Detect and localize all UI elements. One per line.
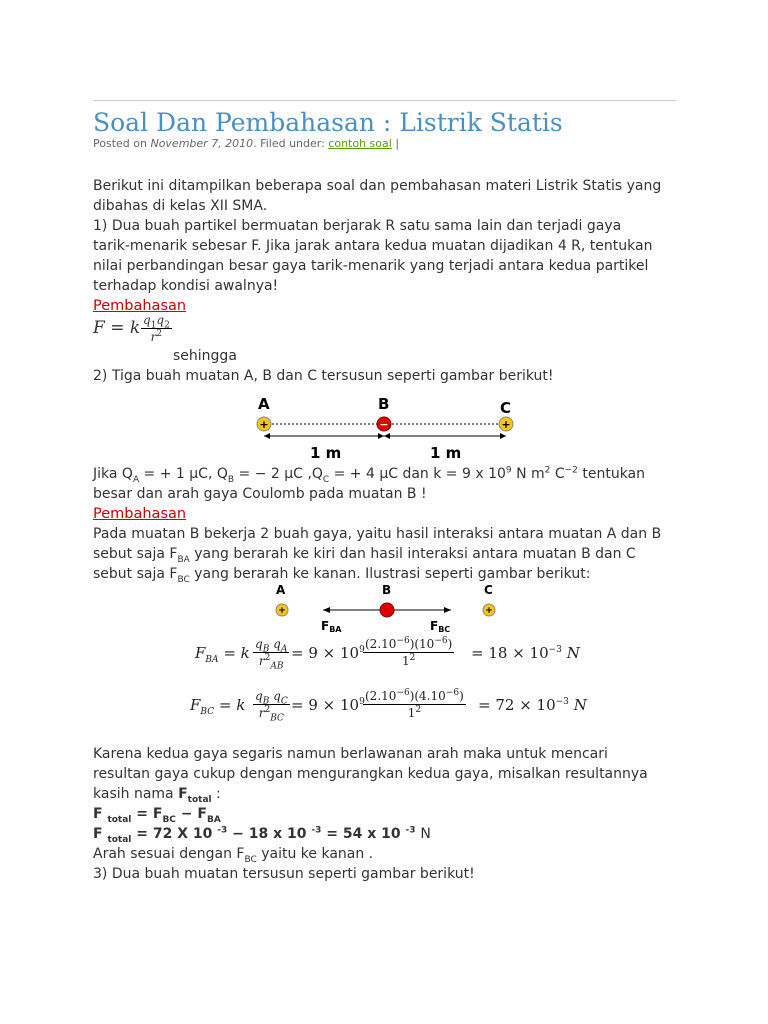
question-1-line-1: 1) Dua buah partikel bermuatan berjarak R satu sama lain dan terjadi gaya: [93, 218, 622, 234]
coulomb-formula: F = k $\frac{q_1q_2}{r^2}$: [93, 313, 170, 344]
label-B: B: [378, 395, 390, 413]
top-divider: [93, 100, 676, 101]
label2-C: C: [484, 583, 493, 597]
charges-figure-2: [265, 582, 505, 634]
meta-separator: |: [395, 137, 400, 150]
pembahasan-heading-2: Pembahasan: [93, 506, 187, 522]
svg-text:−: −: [379, 418, 389, 431]
question-3: 3) Dua buah muatan tersusun seperti gambar berikut!: [93, 866, 475, 882]
conclusion-line-2: resultan gaya cukup dengan mengurangkan kedua gaya, misalkan resultannya: [93, 766, 648, 782]
charge2-B: [380, 603, 394, 617]
label2-B: B: [382, 583, 392, 597]
solution-line-2: sebut saja $F_{BA}$ yang berarah ke kiri dan hasil interaksi antara muatan B dan C: [93, 546, 636, 565]
post-body-3: [93, 744, 693, 884]
intro-line-1: Berikut ini ditampilkan beberapa soal dan pembahasan materi Listrik Statis yang: [93, 178, 662, 194]
post-meta: [93, 137, 399, 150]
given-line-2: besar dan arah gaya Coulomb pada muatan B !: [93, 486, 427, 502]
charges-figure-1: [250, 392, 530, 464]
solution-line-1: Pada muatan B bekerja 2 buah gaya, yaitu hasil interaksi antara muatan A dan B: [93, 526, 662, 542]
question-1-line-3: nilai perbandingan besar gaya tarik-menarik yang terjadi antara kedua partikel: [93, 258, 649, 274]
pembahasan-heading-1: Pembahasan: [93, 298, 187, 314]
svg-text:+: +: [259, 418, 269, 431]
posted-on-label: Posted on: [93, 137, 147, 150]
conclusion-line-3: kasih nama $F_{total}$ :: [93, 786, 221, 805]
question-1-line-2: tarik-menarik sebesar F. Jika jarak antara kedua muatan dijadikan 4 R, tentukan: [93, 238, 653, 254]
direction-line: Arah sesuai dengan $F_{BC}$ yaitu ke kanan .: [93, 846, 374, 865]
category-link[interactable]: contoh soal: [328, 137, 392, 150]
question-1-line-4: terhadap kondisi awalnya!: [93, 278, 279, 294]
post-date: November 7, 2010: [150, 137, 254, 150]
post-body-2: [93, 464, 693, 584]
ftotal-equation: F $_{total} = F_{BC} - F_{BA}$: [93, 806, 221, 825]
intro-line-2: dibahas di kelas XII SMA.: [93, 198, 268, 214]
conclusion-line-1: Karena kedua gaya segaris namun berlawanan arah maka untuk mencari: [93, 746, 608, 762]
solution-line-3: sebut saja $F_{BC}$ yang berarah ke kanan. Ilustrasi seperti gambar berikut:: [93, 566, 591, 585]
force-label-BA: FBA: [321, 619, 342, 634]
force-label-BC: FBC: [430, 619, 451, 634]
distance-BC: 1 m: [430, 444, 462, 462]
svg-text:+: +: [485, 606, 493, 616]
svg-text:+: +: [501, 418, 511, 431]
post-body: [93, 176, 693, 386]
given-values: Jika $Q_A$ = + 1 μC, $Q_B$ = − 2 μC $,Q_C$ = + 4 μC dan k = 9 x $10^9$ N $m^2$ $C^{-2}$ tentukan: [93, 465, 646, 485]
label2-A: A: [276, 583, 286, 597]
svg-text:+: +: [278, 606, 286, 616]
label-C: C: [500, 399, 512, 417]
arrow-right: [444, 607, 451, 613]
distance-AB: 1 m: [310, 444, 342, 462]
ftotal-result: F $_{total}$ = 72 X 10 $^{-3}$ − 18 x 10 $^{-3}$ = 54 x 10 $^{-3}$ N: [93, 825, 431, 845]
filed-under-label: . Filed under:: [253, 137, 325, 150]
question-2: 2) Tiga buah muatan A, B dan C tersusun seperti gambar berikut!: [93, 368, 554, 384]
sehingga-text: sehingga: [173, 348, 237, 364]
post-title[interactable]: Soal Dan Pembahasan : Listrik Statis: [93, 108, 563, 137]
label-A: A: [258, 395, 270, 413]
arrow-left: [323, 607, 330, 613]
